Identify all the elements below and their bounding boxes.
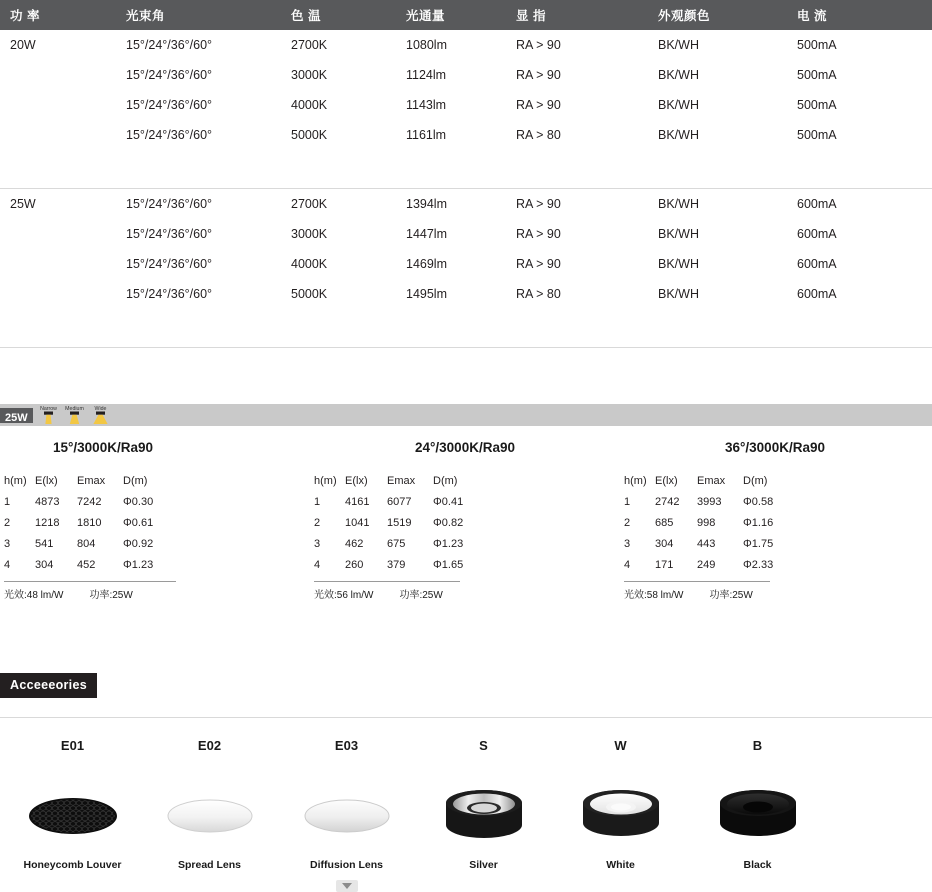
photometric-table-head [624,475,803,496]
photometrics-section [0,404,932,601]
ph-cell-h: 4 [314,559,321,571]
accessories-section [0,673,932,871]
photometric-title-15deg: 15°/3000K/Ra90 [53,440,153,455]
power-value: 功率:25W [399,590,443,601]
table-bottom-divider [0,348,932,349]
cell-power [0,60,126,90]
beam-icon-group [40,406,109,424]
ph-cell-h: 3 [314,538,321,550]
photometric-header-row [624,475,803,496]
photometric-title-24deg: 24°/3000K/Ra90 [415,440,515,455]
cell-lumen: 1143lm [406,98,447,112]
cell-lumen: 1447lm [406,227,447,241]
photometric-table-body [314,496,493,580]
cell-color: BK/WH [658,98,699,112]
accessory-item-e03[interactable] [278,738,415,871]
diffusion-lens-icon [278,787,415,845]
spec-table-body [0,30,932,348]
ph-header-e: E(lx) [655,475,678,487]
table-row [0,279,932,309]
accessory-code: W [614,738,627,753]
photometric-header-row [314,475,493,496]
honeycomb-louver-icon [4,787,141,845]
photometric-footer-24deg [314,581,460,601]
specification-table [0,0,932,348]
ph-cell-h: 1 [4,496,11,508]
ph-header-h: h(m) [624,475,647,487]
cell-cri: RA > 90 [516,98,561,112]
ph-header-h: h(m) [4,475,27,487]
photometric-title-36deg: 36°/3000K/Ra90 [725,440,825,455]
cell-cct: 3000K [291,68,328,82]
photometric-table-body [624,496,803,580]
cell-current: 600mA [797,197,837,211]
cell-current: 500mA [797,98,837,112]
cell-cct: 4000K [291,98,328,112]
ph-cell-e: 304 [35,559,54,571]
cell-power [0,249,126,279]
accessory-code: E03 [334,738,359,753]
cell-current: 500mA [797,128,837,142]
ph-cell-d: Φ1.75 [743,538,774,550]
ph-header-emax: Emax [697,475,726,487]
accessory-item-black[interactable] [689,738,826,871]
ph-cell-d: Φ0.30 [123,496,154,508]
ph-cell-emax: 804 [77,538,96,550]
cell-power [0,279,126,309]
cell-cri: RA > 80 [516,287,561,301]
cell-lumen: 1495lm [406,287,447,301]
ph-cell-d: Φ1.65 [433,559,464,571]
accessory-label: Silver [469,859,498,871]
spec-header-row [0,0,932,30]
table-row [624,496,803,517]
table-row [624,517,803,538]
ph-header-d: D(m) [433,475,458,487]
cell-lumen: 1394lm [406,197,447,211]
spec-header-beam: 光束角 [126,0,291,30]
power-value: 功率:25W [89,590,133,601]
accessories-divider [0,717,932,718]
group-spacer-cell [0,150,932,189]
wattage-badge: 25W [0,408,33,423]
cell-lumen: 1161lm [406,128,447,142]
ph-cell-emax: 443 [697,538,716,550]
narrow-beam-label: Narrow [39,404,57,411]
ph-cell-d: Φ2.33 [743,559,774,571]
photometric-column-24deg [310,440,620,601]
black-reflector-icon [689,787,826,845]
cell-color: BK/WH [658,38,699,52]
table-row [0,249,932,279]
table-bottom-spacer [0,309,932,348]
table-row [624,538,803,559]
ph-cell-e: 171 [655,559,674,571]
spec-header-color: 外观颜色 [658,0,797,30]
cell-color: BK/WH [658,128,699,142]
chevron-down-icon [342,883,352,890]
ph-header-e: E(lx) [35,475,58,487]
cell-power [0,120,126,150]
spec-header-cct: 色 温 [291,0,406,30]
table-row [314,538,493,559]
accessory-item-e01[interactable] [4,738,141,871]
accessories-tab-label: Acceeeories [0,673,97,698]
cell-power: 25W [10,197,36,211]
ph-cell-d: Φ0.92 [123,538,154,550]
photometric-table-24deg [314,475,493,580]
ph-cell-e: 2742 [655,496,680,508]
ph-cell-d: Φ1.23 [433,538,464,550]
photometrics-columns [0,440,932,601]
cell-lumen: 1080lm [406,38,447,52]
table-row [4,517,183,538]
accessory-code: E02 [197,738,222,753]
cell-lumen: 1469lm [406,257,447,271]
accessory-code: E01 [60,738,85,753]
spec-header-cri: 显 指 [516,0,658,30]
table-row [4,538,183,559]
cell-lumen: 1124lm [406,68,447,82]
ph-header-d: D(m) [123,475,148,487]
ph-cell-h: 2 [624,517,631,529]
photometric-table-body [4,496,183,580]
ph-cell-e: 260 [345,559,364,571]
accessory-label: Diffusion Lens [310,859,383,871]
ph-cell-h: 2 [4,517,11,529]
cell-beam: 15°/24°/36°/60° [126,68,213,82]
ph-cell-emax: 3993 [697,496,722,508]
ph-cell-emax: 249 [697,559,716,571]
cell-cct: 5000K [291,287,328,301]
cell-cri: RA > 90 [516,257,561,271]
wide-beam-icon [92,406,109,424]
efficacy-value: 光效:58 lm/W [624,590,684,601]
accessory-item-white[interactable] [552,738,689,871]
ph-cell-h: 4 [624,559,631,571]
spec-header-current: 电 流 [797,0,932,30]
ph-cell-d: Φ0.61 [123,517,154,529]
cell-color: BK/WH [658,197,699,211]
wide-beam-glyph [92,411,109,424]
cell-beam: 15°/24°/36°/60° [126,227,213,241]
table-row [0,30,932,60]
table-row [314,559,493,580]
efficacy-value: 光效:56 lm/W [314,590,374,601]
medium-beam-label: Medium [64,404,84,411]
photometric-header-row [4,475,183,496]
ph-header-e: E(lx) [345,475,368,487]
group-spacer [0,150,932,189]
cell-current: 500mA [797,38,837,52]
ph-cell-d: Φ1.16 [743,517,774,529]
cell-color: BK/WH [658,257,699,271]
cell-power: 20W [10,38,36,52]
ph-cell-h: 3 [4,538,11,550]
ph-cell-h: 3 [624,538,631,550]
ph-cell-emax: 1810 [77,517,102,529]
photometric-footer-15deg [4,581,176,601]
medium-beam-glyph [66,411,83,424]
table-row [314,496,493,517]
accessories-grid [0,738,932,871]
silver-reflector-icon [415,787,552,845]
table-row [624,559,803,580]
photometric-column-36deg [620,440,930,601]
white-reflector-icon [552,787,689,845]
ph-header-h: h(m) [314,475,337,487]
cell-cct: 3000K [291,227,328,241]
accessory-code: B [752,738,763,753]
spread-lens-icon [141,787,278,845]
cell-cri: RA > 90 [516,38,561,52]
table-row [4,496,183,517]
cell-current: 600mA [797,287,837,301]
cell-cri: RA > 80 [516,128,561,142]
cell-cri: RA > 90 [516,197,561,211]
ph-cell-e: 685 [655,517,674,529]
ph-header-emax: Emax [387,475,416,487]
cell-cri: RA > 90 [516,227,561,241]
cell-beam: 15°/24°/36°/60° [126,197,213,211]
photometric-footer-36deg [624,581,770,601]
spec-header-power: 功 率 [0,0,126,30]
spec-table-header [0,0,932,30]
ph-cell-emax: 452 [77,559,96,571]
medium-beam-icon [66,406,83,424]
photometric-table-36deg [624,475,803,580]
ph-cell-h: 1 [314,496,321,508]
cell-beam: 15°/24°/36°/60° [126,98,213,112]
ph-cell-e: 304 [655,538,674,550]
cell-current: 600mA [797,227,837,241]
ph-cell-h: 4 [4,559,11,571]
narrow-beam-icon [40,406,57,424]
scroll-down-indicator[interactable] [336,880,358,892]
table-row [314,517,493,538]
cell-beam: 15°/24°/36°/60° [126,128,213,142]
ph-header-emax: Emax [77,475,106,487]
ph-header-d: D(m) [743,475,768,487]
table-row [4,559,183,580]
cell-cct: 4000K [291,257,328,271]
ph-cell-e: 4873 [35,496,60,508]
cell-color: BK/WH [658,287,699,301]
ph-cell-emax: 1519 [387,517,412,529]
ph-cell-emax: 7242 [77,496,102,508]
ph-cell-emax: 998 [697,517,716,529]
accessory-label: Spread Lens [177,859,242,871]
ph-cell-e: 4161 [345,496,370,508]
cell-beam: 15°/24°/36°/60° [126,257,213,271]
cell-cri: RA > 90 [516,68,561,82]
ph-cell-h: 1 [624,496,631,508]
photometric-table-15deg [4,475,183,580]
ph-cell-d: Φ1.23 [123,559,154,571]
accessory-label: Black [743,859,772,871]
power-value: 功率:25W [709,590,753,601]
cell-cct: 5000K [291,128,328,142]
efficacy-value: 光效:48 lm/W [4,590,64,601]
cell-power [0,219,126,249]
ph-cell-e: 541 [35,538,54,550]
wide-beam-label: Wide [94,404,107,411]
cell-beam: 15°/24°/36°/60° [126,38,213,52]
accessory-label: White [606,859,635,871]
cell-current: 600mA [797,257,837,271]
accessory-item-e02[interactable] [141,738,278,871]
ph-cell-emax: 6077 [387,496,412,508]
table-bottom-spacer-cell [0,309,932,348]
cell-cct: 2700K [291,38,328,52]
ph-cell-e: 1041 [345,517,370,529]
ph-cell-emax: 379 [387,559,406,571]
accessory-label: Honeycomb Louver [23,859,122,871]
ph-cell-d: Φ0.41 [433,496,464,508]
table-row [0,120,932,150]
cell-color: BK/WH [658,68,699,82]
ph-cell-d: Φ0.58 [743,496,774,508]
accessory-item-silver[interactable] [415,738,552,871]
table-row [0,90,932,120]
ph-cell-e: 1218 [35,517,60,529]
cell-cct: 2700K [291,197,328,211]
narrow-beam-glyph [40,411,57,424]
spec-header-lumen: 光通量 [406,0,516,30]
ph-cell-e: 462 [345,538,364,550]
cell-power [0,90,126,120]
cell-color: BK/WH [658,227,699,241]
table-row [0,189,932,219]
accessory-code: S [479,738,488,753]
photometric-column-15deg [0,440,310,601]
photometric-table-head [4,475,183,496]
table-bottom-divider-cell [0,348,932,349]
ph-cell-h: 2 [314,517,321,529]
cell-current: 500mA [797,68,837,82]
photometric-table-head [314,475,493,496]
cell-beam: 15°/24°/36°/60° [126,287,213,301]
table-row [0,60,932,90]
photometrics-header-bar [0,404,932,426]
table-row [0,219,932,249]
ph-cell-emax: 675 [387,538,406,550]
ph-cell-d: Φ0.82 [433,517,464,529]
